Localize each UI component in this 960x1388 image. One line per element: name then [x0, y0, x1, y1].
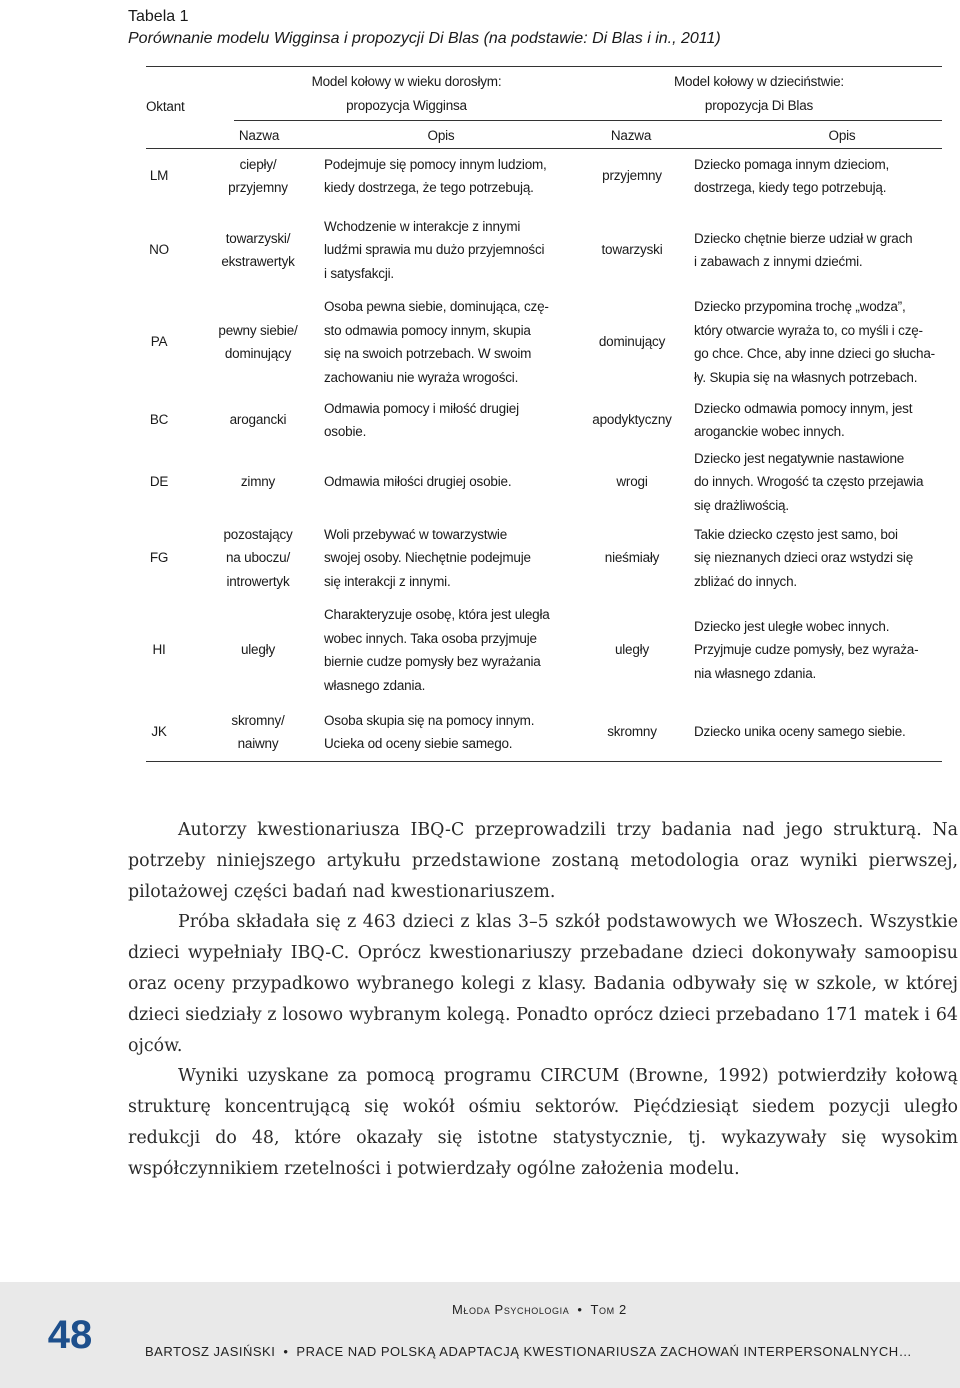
cell-oktant: [146, 446, 172, 518]
cell-adult-desc: [324, 154, 574, 198]
cell-line: na uboczu/: [225, 550, 291, 566]
cell-line: Takie dziecko często jest samo, boi: [694, 526, 898, 542]
cell-child-desc: [694, 446, 942, 518]
cell-child-name: [582, 154, 682, 198]
header-rule: [146, 148, 942, 149]
cell-oktant: [146, 518, 172, 598]
cell-line: go chce. Chce, aby inne dzieci go słucha-: [694, 346, 935, 361]
cell-line: aroganckie wobec innych.: [694, 424, 845, 439]
cell-line: LM: [149, 168, 169, 184]
paragraph: Próba składała się z 463 dzieci z klas 3–5 szkół podstawowych we Włoszech. Wszystkie dzieci wypełniały IBQ-C. Oprócz kwestionariuszy przebadane dzieci dokonywały samoopisu oraz oceny przypadkowo wybranego kolegi z klasy. Badania odbywały się w szkole, w której dzieci siedziały z losowo wybranym kolegą. Ponadto oprócz dzieci przebadano 171 matek i 64 ojców.: [128, 912, 958, 1056]
cell-oktant: [146, 290, 172, 394]
cell-line: nieśmiały: [604, 550, 660, 566]
table-label: Tabela 1: [128, 8, 189, 25]
cell-adult-desc: [324, 598, 574, 702]
body-text: [128, 815, 958, 1185]
cell-child-desc: [694, 598, 942, 702]
cell-line: dominujący: [224, 346, 292, 361]
oktant-header: Oktant: [146, 99, 185, 115]
cell-line: pewny siebie/: [218, 322, 298, 338]
cell-line: Dziecko unika oceny samego siebie.: [694, 724, 906, 740]
journal-volume: Tom 2: [590, 1302, 627, 1317]
cell-line: Ucieka od oceny siebie samego.: [324, 736, 513, 751]
separator-bullet: •: [283, 1344, 289, 1359]
cell-line: arogancki: [229, 412, 287, 428]
cell-child-desc: [694, 394, 942, 446]
separator-bullet: •: [577, 1302, 583, 1317]
cell-line: przyjemny: [228, 180, 288, 195]
cell-adult-name: [210, 210, 306, 290]
cell-line: BC: [149, 412, 169, 428]
cell-line: ludźmi sprawia mu dużo przyjemności: [324, 242, 545, 258]
journal-name: Młoda Psychologia: [452, 1302, 570, 1317]
cell-line: FG: [149, 550, 169, 566]
cell-line: Charakteryzuje osobę, która jest uległa: [324, 607, 550, 622]
adult-model-header: Model kołowy w wieku dorosłym: propozycja Wigginsa: [311, 74, 502, 113]
cell-line: się drażliwością.: [694, 497, 789, 513]
col-header-nazwa-adult: Nazwa: [238, 128, 280, 143]
running-footer: [145, 1344, 912, 1359]
cell-line: zachowaniu nie wyraża wrogości.: [324, 369, 519, 385]
cell-line: i satysfakcji.: [324, 265, 394, 281]
col-header-nazwa-child: Nazwa: [610, 128, 652, 143]
cell-oktant: [146, 598, 172, 702]
cell-line: introwertyk: [226, 573, 290, 589]
cell-child-desc: [694, 290, 942, 394]
page-number: 48: [47, 1312, 93, 1357]
cell-child-name: [582, 598, 682, 702]
cell-adult-name: [210, 702, 306, 762]
cell-line: JK: [151, 724, 167, 740]
cell-line: Osoba pewna siebie, dominująca, czę-: [324, 299, 549, 314]
top-rule: [146, 66, 942, 67]
cell-adult-name: [210, 446, 306, 518]
cell-line: Przyjmuje cudze pomysły, bez wyraża-: [694, 642, 919, 658]
col-header-opis-adult: Opis: [427, 128, 455, 143]
cell-adult-desc: [324, 518, 574, 598]
cell-child-name: [582, 210, 682, 290]
cell-line: DE: [149, 474, 169, 490]
cell-oktant: [146, 702, 172, 762]
cell-adult-desc: [324, 702, 574, 762]
cell-adult-desc: [324, 210, 574, 290]
cell-line: sto odmawia pomocy innym, skupia: [324, 322, 531, 338]
cell-line: towarzyski: [601, 242, 663, 258]
paragraph: Autorzy kwestionariusza IBQ-C przeprowadzili trzy badania nad jego strukturą. Na potrzeby niniejszego artykułu przedstawione zostaną metodologia oraz wyniki pierwszej, pilotażowej części badań nad kwestionariuszem.: [128, 820, 958, 902]
cell-line: uległy: [240, 642, 276, 658]
journal-line: [452, 1302, 627, 1317]
cell-line: pozostający: [223, 526, 293, 542]
cell-line: Dziecko pomaga innym dzieciom,: [694, 156, 890, 172]
cell-line: kiedy dostrzega, że tego potrzebują.: [324, 180, 534, 195]
cell-child-desc: [694, 518, 942, 598]
cell-line: Wchodzenie w interakcje z innymi: [324, 218, 521, 234]
cell-line: osobie.: [324, 424, 367, 439]
cell-line: przyjemny: [602, 168, 662, 184]
cell-child-name: [582, 702, 682, 762]
cell-line: Odmawia miłości drugiej osobie.: [324, 474, 512, 490]
child-model-header: Model kołowy w dzieciństwie: propozycja Di Blas: [674, 74, 844, 113]
cell-line: ły. Skupia się na własnych potrzebach.: [694, 369, 918, 385]
cell-line: biernie cudze pomysły bez wyrażania: [324, 654, 541, 669]
cell-line: swojej osoby. Niechętnie podejmuje: [324, 550, 531, 566]
cell-line: własnego zdania.: [324, 677, 426, 693]
cell-child-name: [582, 446, 682, 518]
cell-line: skromny/: [231, 712, 285, 728]
cell-line: skromny: [607, 724, 657, 740]
article-title: PRACE NAD POLSKĄ ADAPTACJĄ KWESTIONARIUSZA ZACHOWAŃ INTERPERSONALNYCH…: [296, 1344, 913, 1359]
cell-line: który otwarcie wyraża to, co myśli i czę-: [694, 322, 923, 338]
cell-child-name: [582, 290, 682, 394]
cell-line: Dziecko odmawia pomocy innym, jest: [694, 400, 913, 416]
cell-line: Odmawia pomocy i miłość drugiej: [324, 400, 519, 416]
cell-line: dostrzega, kiedy tego potrzebują.: [694, 180, 887, 195]
paragraph: Wyniki uzyskane za pomocą programu CIRCUM (Browne, 1992) potwierdziły kołową strukturę koncentrującą się wokół ośmiu sektorów. Pięćdziesiąt siedem pozycji uległo redukcji do 48, które okazały się istotne statystycznie, tj. wykazywały się wysokim współczynnikiem rzetelności i potwierdzały ogólne założenia modelu.: [128, 1066, 958, 1179]
cell-line: ciepły/: [239, 156, 277, 172]
cell-line: NO: [149, 242, 169, 258]
cell-line: Podejmuje się pomocy innym ludziom,: [324, 156, 547, 172]
footer-band: [0, 1282, 960, 1388]
cell-line: Dziecko jest negatywnie nastawione: [694, 450, 905, 466]
table-title: Porównanie modelu Wigginsa i propozycji Di Blas (na podstawie: Di Blas i in., 2011): [128, 30, 721, 47]
group-rule: [234, 120, 942, 121]
cell-child-desc: [694, 702, 942, 762]
cell-line: PA: [150, 334, 168, 350]
cell-line: nia własnego zdania.: [694, 665, 817, 681]
cell-line: wrogi: [616, 474, 648, 490]
cell-line: dominujący: [598, 334, 666, 350]
cell-line: zbliżać do innych.: [694, 573, 797, 589]
cell-line: naiwny: [237, 736, 279, 751]
cell-line: Dziecko jest uległe wobec innych.: [694, 618, 890, 634]
cell-line: wobec innych. Taka osoba przyjmuje: [324, 630, 537, 646]
cell-line: ekstrawertyk: [221, 254, 295, 269]
comparison-table: [146, 66, 942, 762]
author-name: BARTOSZ JASIŃSKI: [145, 1344, 276, 1359]
cell-line: HI: [152, 642, 166, 658]
cell-adult-desc: [324, 290, 574, 394]
cell-line: apodyktyczny: [592, 412, 672, 428]
cell-line: się interakcji z innymi.: [324, 573, 451, 589]
cell-oktant: [146, 394, 172, 446]
col-header-opis-child: Opis: [828, 128, 856, 143]
cell-child-name: [582, 394, 682, 446]
cell-line: i zabawach z innymi dziećmi.: [694, 254, 863, 269]
cell-line: uległy: [614, 642, 650, 658]
cell-adult-name: [210, 154, 306, 198]
cell-adult-desc: [324, 394, 574, 446]
cell-line: się nieznanych dzieci oraz wstydzi się: [694, 550, 913, 566]
cell-line: Dziecko przypomina trochę „wodza”,: [694, 299, 906, 314]
cell-line: zimny: [240, 474, 276, 490]
cell-line: Woli przebywać w towarzystwie: [324, 526, 508, 542]
cell-line: towarzyski/: [225, 230, 291, 246]
cell-line: Osoba skupia się na pomocy innym.: [324, 712, 535, 728]
cell-line: się na swoich potrzebach. W swoim: [324, 346, 532, 361]
cell-adult-name: [210, 598, 306, 702]
cell-adult-desc: [324, 446, 574, 518]
cell-child-desc: [694, 210, 942, 290]
cell-line: Dziecko chętnie bierze udział w grach: [694, 230, 913, 246]
cell-adult-name: [210, 290, 306, 394]
cell-adult-name: [210, 518, 306, 598]
table-caption: [128, 6, 721, 50]
cell-child-desc: [694, 154, 942, 198]
cell-line: do innych. Wrogość ta często przejawia: [694, 474, 924, 490]
cell-child-name: [582, 518, 682, 598]
cell-oktant: [146, 154, 172, 198]
cell-oktant: [146, 210, 172, 290]
cell-adult-name: [210, 394, 306, 446]
